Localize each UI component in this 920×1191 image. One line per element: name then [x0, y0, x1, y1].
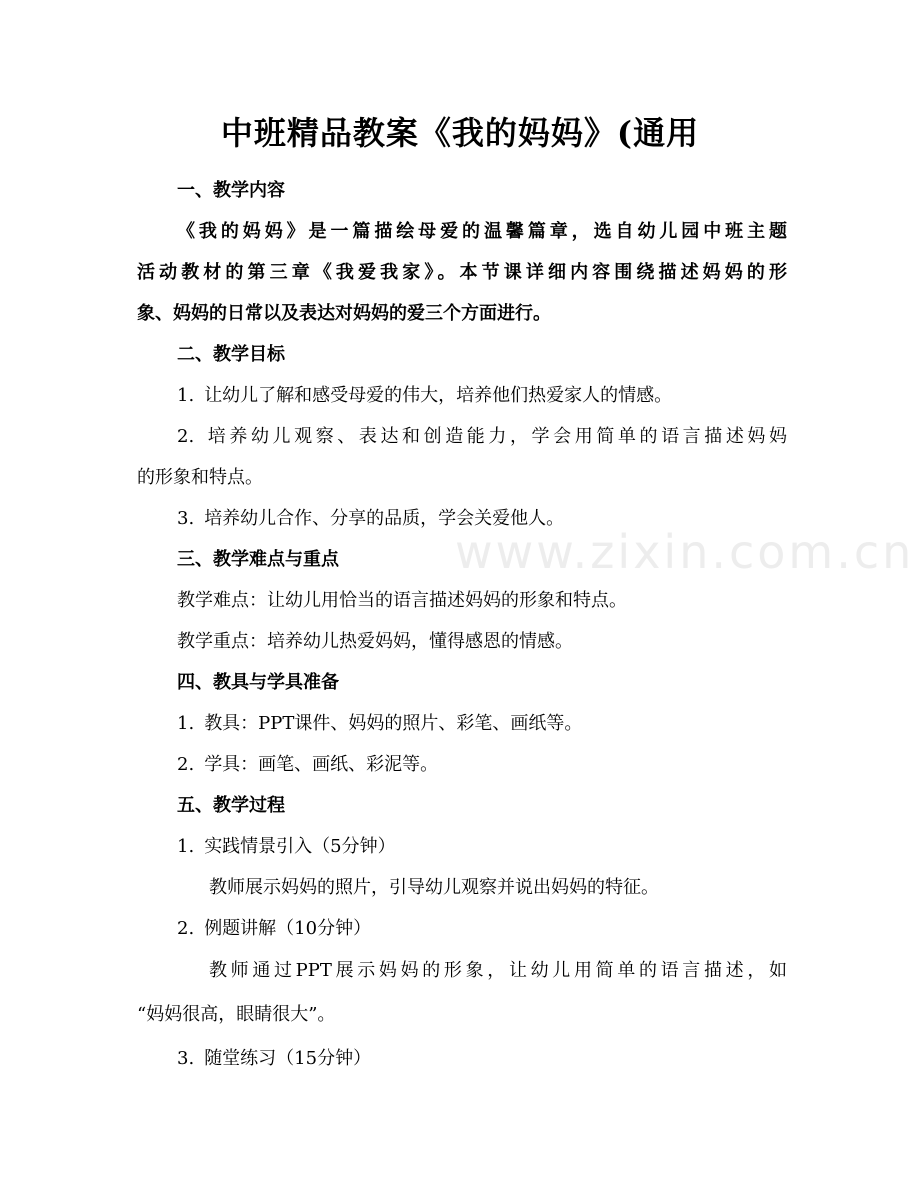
- list-text: 培养幼儿观察、表达和创造能力，学会用简单的语言描述妈妈: [204, 426, 787, 447]
- section-heading-content: 一、教学内容: [177, 180, 285, 201]
- list-number: 1.: [177, 385, 195, 406]
- list-number: 2.: [177, 754, 195, 775]
- document-title: 中班精品教案《我的妈妈》(通用: [220, 114, 700, 152]
- paragraph-line: 教学难点：让幼儿用恰当的语言描述妈妈的形象和特点。: [177, 590, 627, 611]
- list-number: 1.: [177, 713, 195, 734]
- section-heading-process: 五、教学过程: [177, 795, 285, 816]
- document-body: [137, 170, 787, 1081]
- step-title-text: 例题讲解（10分钟）: [204, 918, 372, 939]
- paragraph-line: 象、妈妈的日常以及表达对妈妈的爱三个方面进行。: [137, 303, 551, 324]
- paragraph-line: 活动教材的第三章《我爱我家》。本节课详细内容围绕描述妈妈的形: [137, 262, 787, 283]
- section-heading-materials: 四、教具与学具准备: [177, 672, 339, 693]
- step-title: [137, 1037, 787, 1081]
- list-number: 3.: [177, 508, 195, 529]
- step-text: 教师展示妈妈的照片，引导幼儿观察并说出妈妈的特征。: [209, 877, 659, 898]
- list-item: [137, 416, 787, 457]
- list-item: [137, 498, 787, 539]
- step-title-text: 随堂练习（15分钟）: [204, 1048, 372, 1069]
- step-title: [137, 908, 787, 949]
- list-text: 培养幼儿合作、分享的品质，学会关爱他人。: [204, 508, 565, 529]
- list-text: 让幼儿了解和感受母爱的伟大，培养他们热爱家人的情感。: [204, 385, 673, 406]
- step-text-continuation: “妈妈很高，眼睛很大”。: [137, 1004, 336, 1025]
- step-number: 2.: [177, 918, 195, 939]
- watermark: www.zixin.com.cn: [455, 525, 915, 579]
- step-number: 1.: [177, 836, 195, 857]
- step-text: 教师通过PPT展示妈妈的形象，让幼儿用简单的语言描述，如: [209, 960, 787, 981]
- list-text: 教具：PPT课件、妈妈的照片、彩笔、画纸等。: [204, 713, 583, 734]
- list-number: 2.: [177, 426, 195, 447]
- list-item: [137, 703, 787, 744]
- section-heading-objectives: 二、教学目标: [177, 344, 285, 365]
- step-title: [137, 826, 787, 867]
- step-number: 3.: [177, 1048, 195, 1069]
- list-item-continuation: 的形象和特点。: [137, 467, 263, 488]
- step-title-text: 实践情景引入（5分钟）: [204, 836, 396, 857]
- list-text: 学具：画笔、画纸、彩泥等。: [204, 754, 439, 775]
- paragraph-line: 《我的妈妈》是一篇描绘母爱的温馨篇章，选自幼儿园中班主题: [177, 221, 787, 242]
- list-item: [137, 375, 787, 416]
- list-item: [137, 744, 787, 785]
- section-heading-key-points: 三、教学难点与重点: [177, 549, 339, 570]
- paragraph-line: 教学重点：培养幼儿热爱妈妈，懂得感恩的情感。: [177, 631, 573, 652]
